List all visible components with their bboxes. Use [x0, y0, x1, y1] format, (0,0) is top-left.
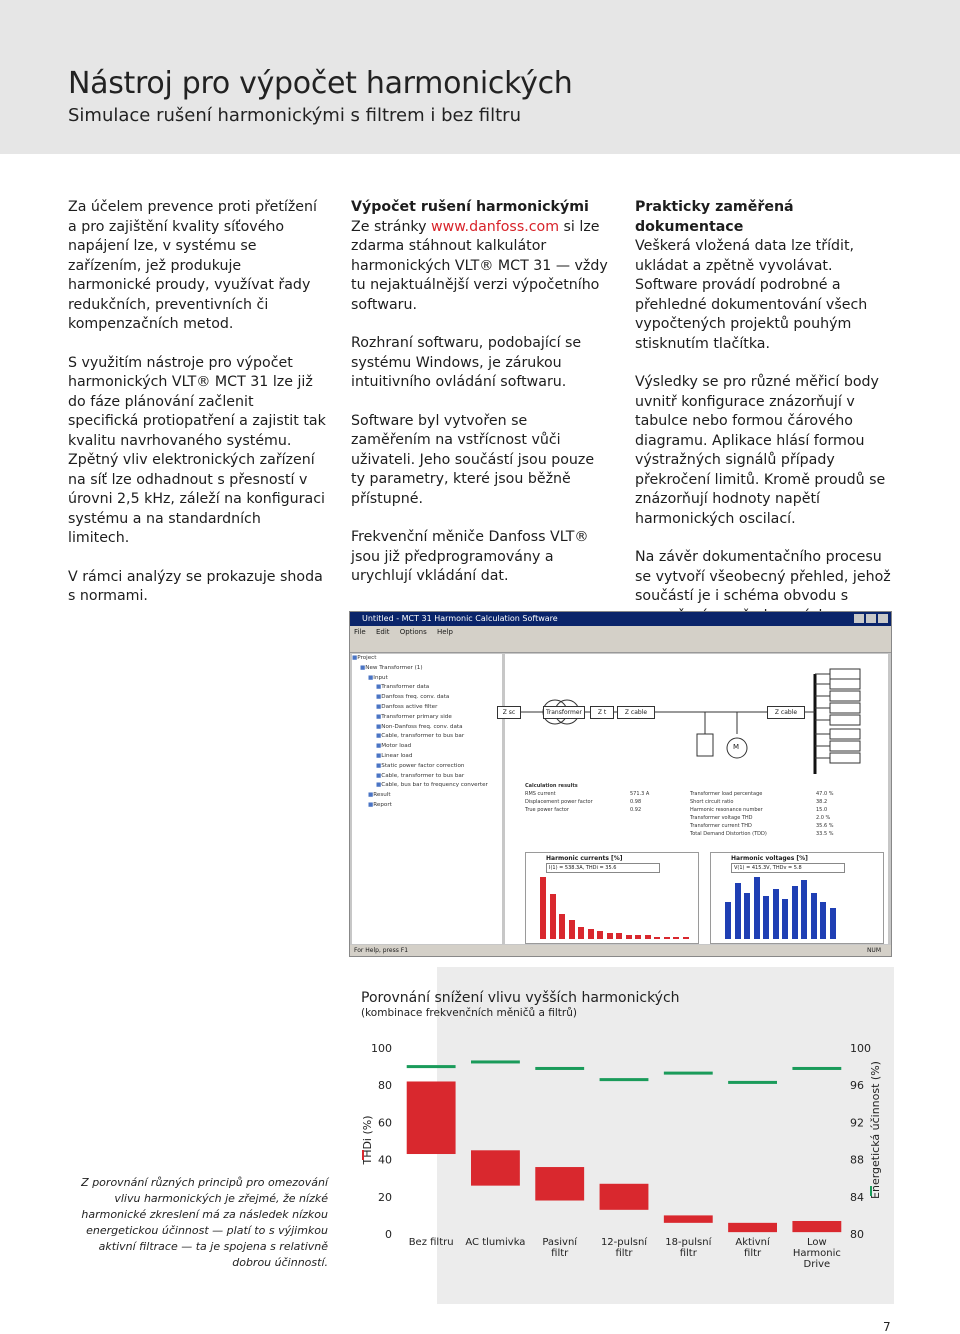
harmonic-bar	[540, 877, 546, 939]
tree-item[interactable]: ■ Motor load	[352, 742, 502, 752]
results-row	[525, 798, 675, 806]
harmonic-bar	[616, 933, 622, 939]
y-tick-label: 80	[378, 1079, 392, 1093]
results-right-table	[690, 790, 870, 838]
transformer-box[interactable]: Transformer	[543, 706, 585, 719]
results-value: 35.6 %	[816, 823, 834, 829]
tree-item[interactable]: ■ Non-Danfoss freq. conv. data	[352, 723, 502, 733]
harmonic-bar	[811, 893, 817, 940]
y-tick-label: 20	[378, 1190, 392, 1204]
menu-options[interactable]: Options	[399, 628, 427, 636]
results-label: Harmonic resonance number	[690, 807, 763, 813]
close-icon[interactable]	[878, 614, 888, 623]
software-screenshot	[349, 611, 892, 957]
results-row	[690, 814, 870, 822]
harmonic-bar	[673, 937, 679, 939]
harmonic-bar	[820, 902, 826, 939]
chart-subtitle: I(1) = 538.3A, THDi = 35.6	[546, 863, 660, 873]
menu-edit[interactable]: Edit	[375, 628, 390, 636]
toolbar	[350, 638, 891, 653]
paragraph: V rámci analýzy se prokazuje shoda s normami.	[68, 568, 323, 604]
chart-title: Harmonic voltages [%]	[731, 855, 808, 862]
text-span: Veškerá vložená data lze třídit, ukládat a zpětně vyvolávat. Software provádí podrobné a přehledné dokumentování všech vypočtených projektů pouhým stisknutím tlačítka.	[635, 238, 868, 352]
zcable-box[interactable]: Z cable	[617, 706, 655, 719]
harmonic-bar	[597, 931, 603, 939]
paragraph: Za účelem prevence proti přetížení a pro zajištění kvality síťového napájení lze, v systému se zařízením, jež produkuje harmonické proudy, využívat řady redukčních, preventivních či kompenzačních metod.	[68, 199, 317, 332]
section-heading: Výpočet rušení harmonickými	[351, 199, 589, 215]
zcable-box-2[interactable]: Z cable	[767, 706, 805, 719]
text-column-1	[68, 198, 326, 626]
results-left-table	[525, 790, 675, 814]
page-subtitle: Simulace rušení harmonickými s filtrem i bez filtru	[68, 105, 521, 126]
results-label: True power factor	[525, 807, 569, 813]
tree-item[interactable]: ■ Transformer primary side	[352, 713, 502, 723]
diagram-canvas	[502, 654, 888, 944]
chart-title: Harmonic currents [%]	[546, 855, 623, 862]
results-value: 38.2	[816, 799, 828, 805]
motor-label: M	[733, 743, 740, 751]
x-tick-label: AC tlumivka	[465, 1237, 526, 1248]
y2-tick-label: 92	[850, 1116, 864, 1130]
y2-tick-label: 84	[850, 1190, 864, 1204]
harmonic-bar	[735, 883, 741, 939]
comparison-title: Porovnání snížení vlivu vyšších harmonických	[361, 990, 680, 1006]
y2-tick-label: 96	[850, 1079, 864, 1093]
tree-item[interactable]: ■ Input	[352, 674, 502, 684]
y2-tick-label: 80	[850, 1228, 864, 1241]
harmonic-bar	[664, 937, 670, 939]
harmonic-bar	[754, 877, 760, 939]
menu-file[interactable]: File	[354, 628, 366, 636]
y-tick-label: 0	[385, 1228, 392, 1241]
paragraph: Výsledky se pro různé měřicí body uvnitř konfigurace znázorňují v tabulce nebo formou čárového diagramu. Aplikace hlásí formou výstražných signálů případy překročení limitů. Kromě proudů se znázorňují hodnoty napětí harmonických oscilací.	[635, 374, 886, 527]
x-tick-label: Pasivní	[542, 1237, 578, 1248]
results-row	[690, 798, 870, 806]
y-tick-label: 60	[378, 1116, 392, 1130]
harmonic-bar	[578, 927, 584, 939]
comparison-subtitle: (kombinace frekvenčních měničů a filtrů)	[361, 1007, 577, 1019]
harmonic-currents-chart	[525, 852, 699, 944]
page-header	[0, 0, 960, 154]
y-tick-label: 40	[378, 1153, 392, 1167]
page-number: 7	[883, 1320, 891, 1334]
harmonic-bar	[626, 935, 632, 939]
harmonic-bar	[588, 929, 594, 939]
results-value: 0.98	[630, 799, 642, 805]
paragraph: Frekvenční měniče Danfoss VLT® jsou již předprogramovány a urychlují vkládání dat.	[351, 529, 589, 584]
results-row	[690, 822, 870, 830]
results-row	[690, 806, 870, 814]
harmonic-bar	[782, 899, 788, 939]
y-axis-label: THDi (%)	[361, 1115, 374, 1165]
harmonic-bar	[773, 889, 779, 939]
tree-item[interactable]: ■ Project	[352, 654, 502, 664]
results-row	[525, 806, 675, 814]
status-num: NUM	[866, 947, 881, 954]
tree-item[interactable]: ■ Static power factor correction	[352, 762, 502, 772]
menu-help[interactable]: Help	[437, 628, 453, 636]
harmonic-bar	[559, 914, 565, 939]
calculation-results	[525, 782, 870, 848]
results-row	[525, 790, 675, 798]
window-title: Untitled - MCT 31 Harmonic Calculation Software	[362, 614, 558, 623]
x-tick-label: filtr	[551, 1248, 569, 1259]
results-value: 33.5 %	[816, 831, 834, 837]
results-label: Short circuit ratio	[690, 799, 734, 805]
menu-bar	[350, 626, 891, 638]
y2-tick-label: 100	[850, 1042, 871, 1055]
paragraph: S využitím nástroje pro výpočet harmonických VLT® MCT 31 lze již do fáze plánování začlenit specifická protiopatření a zajistit tak kvalitu navrhovaného systému. Zpětný vliv elektronických zařízení na síť lze odhadnout s přesností v úrovni 2,5 kHz, záleží na konfiguraci systému a na standardních limitech.	[68, 354, 326, 546]
zt-box[interactable]: Z t	[590, 706, 614, 719]
tree-item[interactable]: ■ Cable, transformer to bus bar	[352, 732, 502, 742]
results-value: 2.0 %	[816, 815, 831, 821]
paragraph	[635, 198, 897, 354]
harmonic-bar	[569, 920, 575, 939]
tree-item[interactable]: ■ New Transformer (1)	[352, 664, 502, 674]
harmonic-bar	[792, 886, 798, 939]
y-tick-label: 100	[371, 1042, 392, 1055]
results-value: 15.0	[816, 807, 828, 813]
harmonic-bar	[801, 880, 807, 939]
harmonic-bar	[645, 935, 651, 939]
results-label: Transformer voltage THD	[690, 815, 753, 821]
zsc-box[interactable]: Z sc	[497, 706, 521, 719]
tree-item[interactable]: ■ Cable, transformer to bus bar	[352, 772, 502, 782]
harmonic-bar	[830, 908, 836, 939]
results-label: Displacement power factor	[525, 799, 593, 805]
results-title: Calculation results	[525, 783, 578, 789]
section-heading: Prakticky zaměřená dokumentace	[635, 199, 794, 235]
paragraph	[351, 198, 611, 315]
harmonic-bar	[607, 933, 613, 939]
results-value: 0.92	[630, 807, 642, 813]
project-tree	[352, 654, 502, 944]
harmonic-bar	[654, 937, 660, 939]
text-column-2	[351, 198, 611, 606]
tree-item[interactable]: ■ Transformer data	[352, 683, 502, 693]
harmonic-bar	[725, 902, 731, 939]
harmonic-bar	[744, 893, 750, 940]
results-label: RMS current	[525, 791, 556, 797]
tree-item[interactable]: ■ Danfoss active filter	[352, 703, 502, 713]
harmonic-bar	[683, 937, 689, 939]
tree-item[interactable]: ■ Report	[352, 801, 502, 811]
results-value: 571.3 A	[630, 791, 650, 797]
x-tick-label: filtr	[744, 1248, 762, 1259]
tree-item[interactable]: ■ Result	[352, 791, 502, 801]
maximize-icon[interactable]	[866, 614, 876, 623]
x-tick-label: Aktivní	[735, 1237, 770, 1248]
results-label: Total Demand Distortion (TDD)	[690, 831, 767, 837]
x-tick-label: Harmonic	[792, 1248, 841, 1259]
paragraph: Na závěr dokumentačního procesu se vytvoří všeobecný přehled, jehož součástí je i schéma obvodu s	[635, 549, 891, 604]
harmonic-bar	[763, 896, 769, 939]
x-tick-label: Drive	[803, 1259, 831, 1270]
y2-axis-label: Energetická účinnost (%)	[869, 1061, 882, 1199]
results-row	[690, 830, 870, 838]
results-value: 47.0 %	[816, 791, 834, 797]
page-title: Nástroj pro výpočet harmonických	[68, 66, 573, 101]
window-controls	[854, 614, 888, 623]
results-label: Transformer current THD	[690, 823, 752, 829]
text-span: si lze zdarma stáhnout kalkulátor harmonických VLT® MCT 31 — vždy tu nejaktuálnější verzi výpočetního softwaru.	[351, 218, 608, 313]
status-help: For Help, press F1	[354, 947, 409, 954]
harmonic-voltages-chart	[710, 852, 884, 944]
paragraph: Rozhraní softwaru, podobající se systému Windows, je zárukou intuitivního ovládání softwaru.	[351, 335, 582, 390]
text-column-3	[635, 198, 897, 665]
tree-item[interactable]: ■ Linear load	[352, 752, 502, 762]
harmonic-bar	[550, 894, 556, 939]
results-row	[690, 790, 870, 798]
y2-tick-label: 88	[850, 1153, 864, 1167]
x-tick-label: filtr	[615, 1248, 633, 1259]
tree-item[interactable]: ■ Danfoss freq. conv. data	[352, 693, 502, 703]
x-tick-label: Bez filtru	[408, 1237, 454, 1248]
tree-item[interactable]: ■ Cable, bus bar to frequency converter	[352, 781, 502, 791]
results-label: Transformer load percentage	[690, 791, 763, 797]
text-span: Ze stránky	[351, 218, 432, 235]
danfoss-link[interactable]: www.danfoss.com	[431, 218, 560, 235]
x-tick-label: 18-pulsní	[665, 1237, 712, 1248]
chart-caption: Z porovnání různých principů pro omezování vlivu harmonických je zřejmé, že nízké harmonické zkreslení má za následek nízkou energetickou účinnost — platí to s výjimkou aktivní filtrace — ta je spojena s relativně dobrou účinností.	[81, 1176, 328, 1269]
x-tick-label: filtr	[679, 1248, 697, 1259]
x-tick-label: Low	[807, 1237, 827, 1248]
minimize-icon[interactable]	[854, 614, 864, 623]
harmonic-bar	[635, 935, 641, 939]
chart-subtitle: V(1) = 415.3V, THDv = 5.8	[731, 863, 845, 873]
x-tick-label: 12-pulsní	[600, 1237, 648, 1248]
paragraph: Software byl vytvořen se zaměřením na vstřícnost vůči uživateli. Jeho součástí jsou pouze ty parametry, které jsou běžně přístupné.	[351, 412, 595, 507]
status-bar	[350, 945, 891, 956]
window-titlebar	[350, 612, 891, 626]
